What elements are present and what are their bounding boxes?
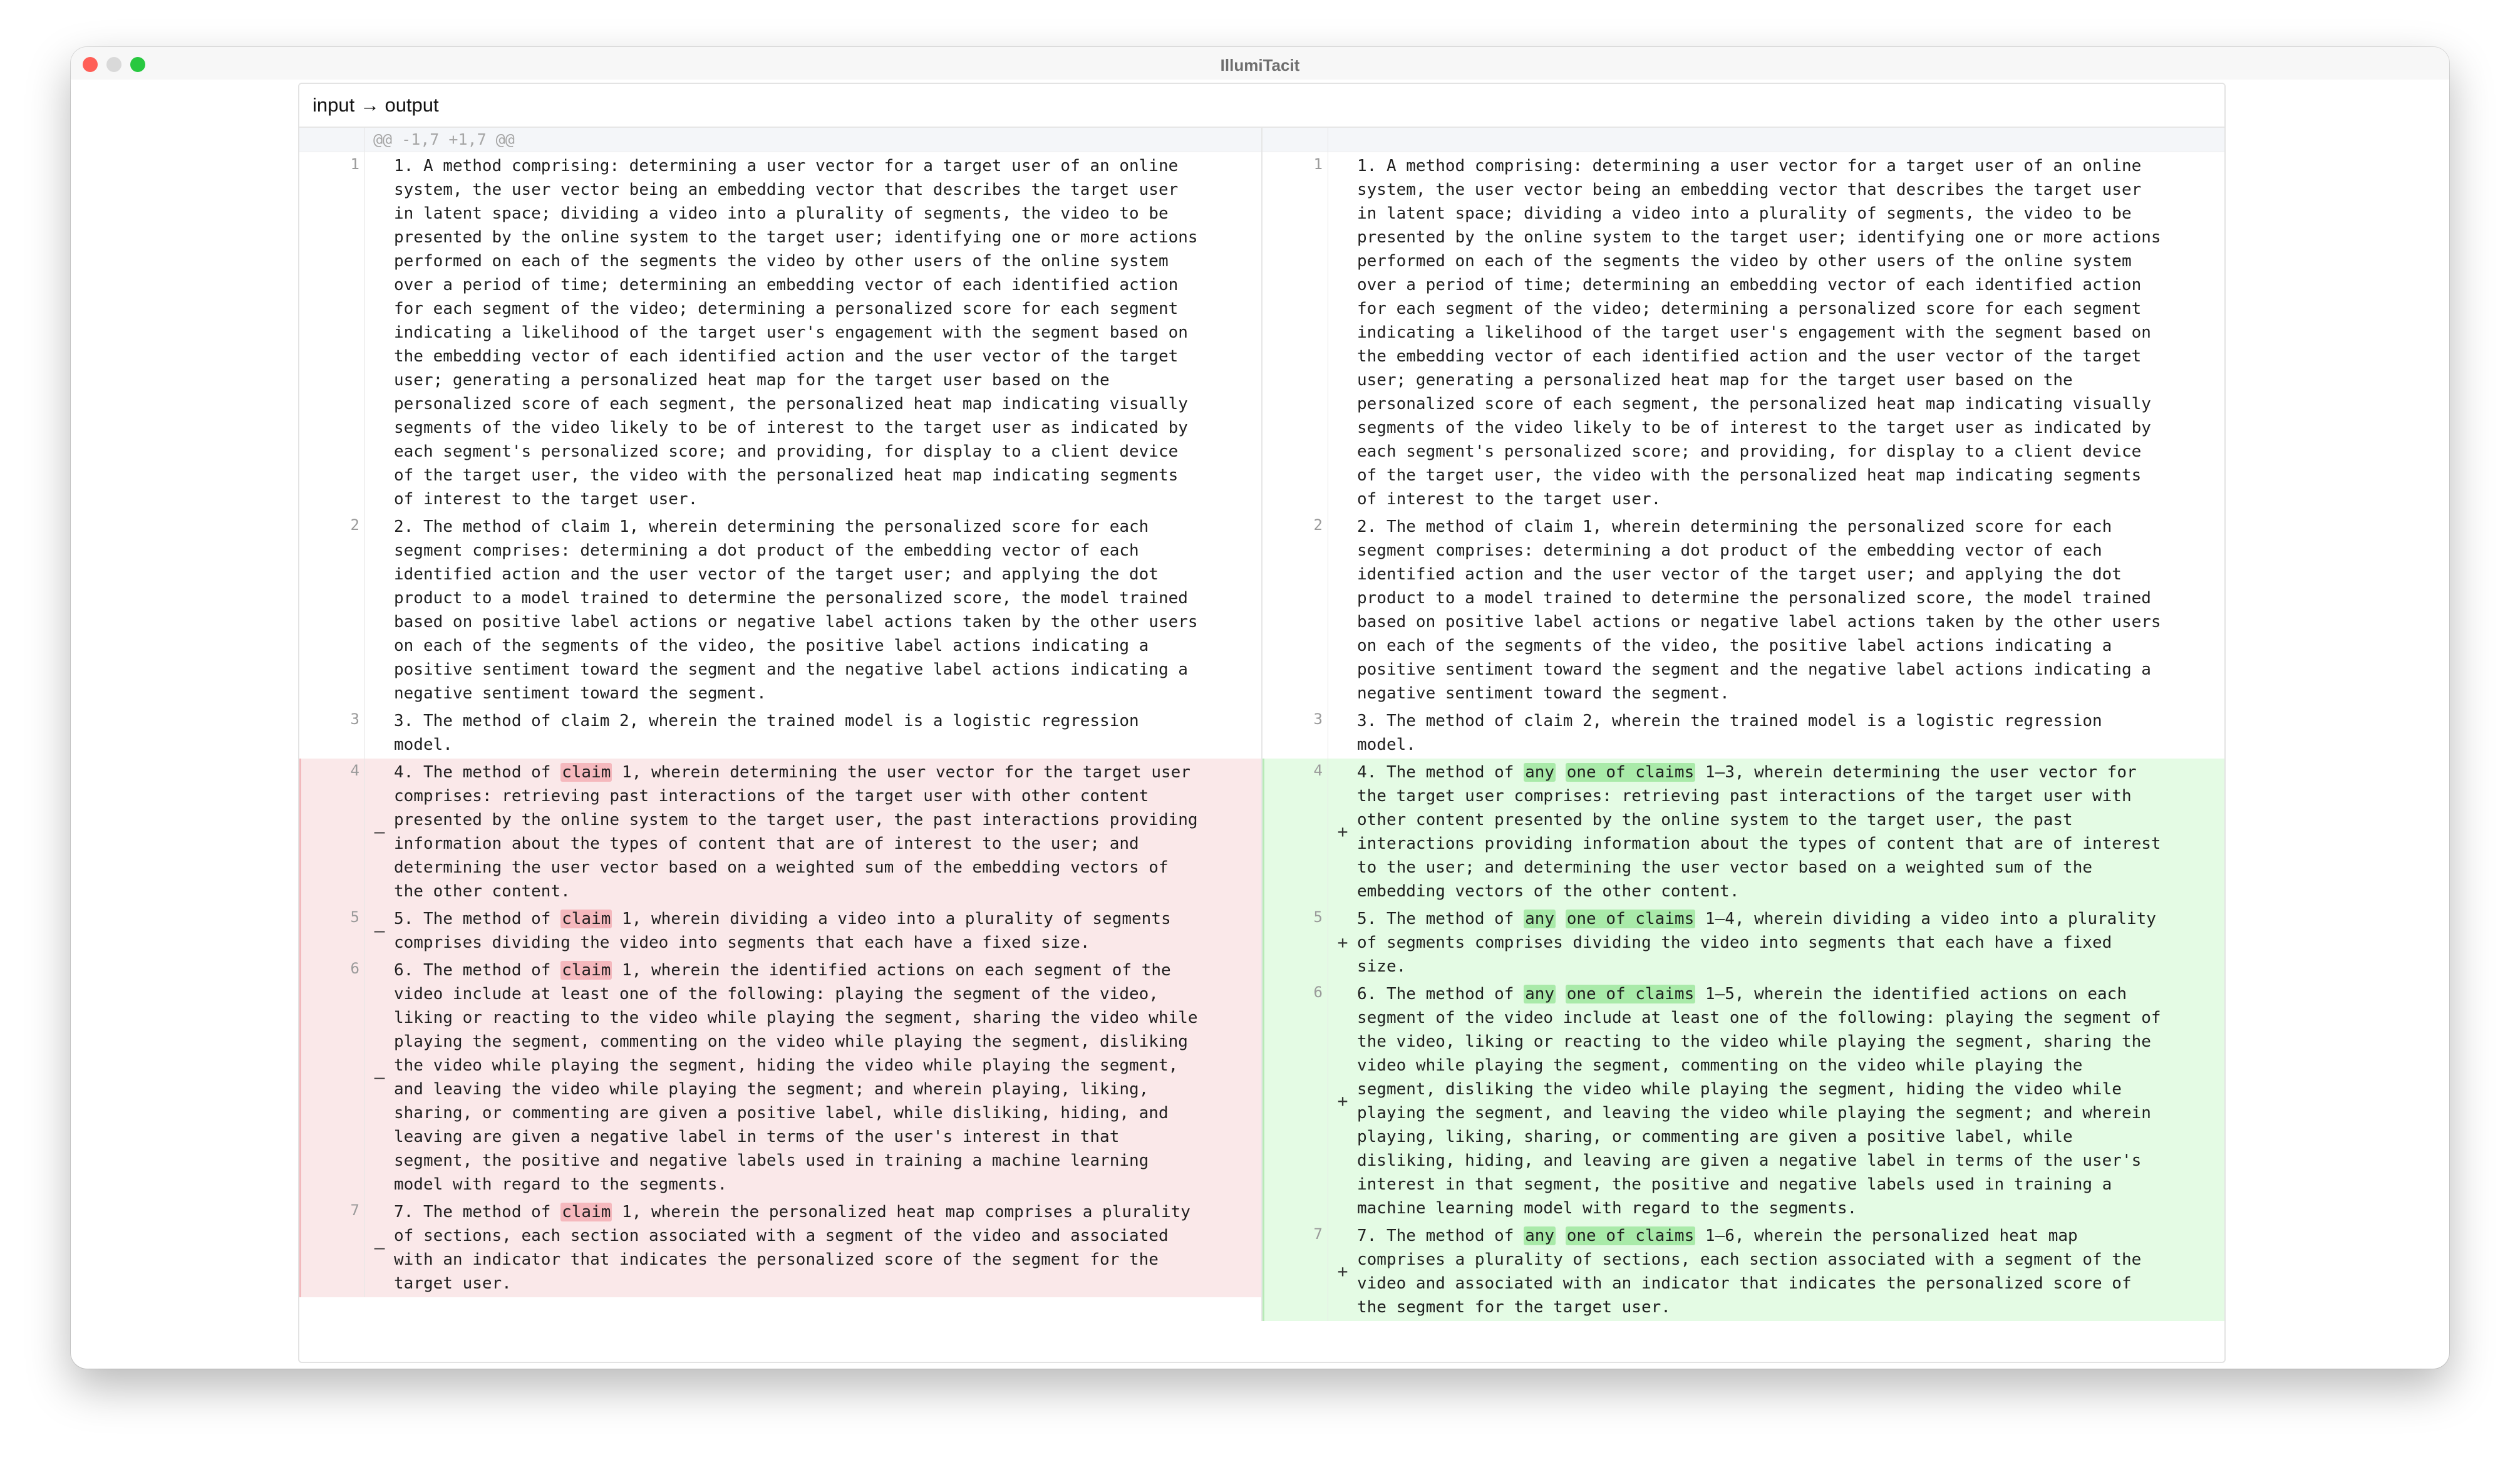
added-line[interactable]	[1263, 980, 2224, 1222]
added-word: any	[1525, 763, 1555, 782]
line-number: 2	[299, 513, 365, 707]
line-text: 3. The method of claim 2, wherein the trained model is a logistic regression model.	[1357, 712, 2112, 754]
added-word: one of claims	[1566, 763, 1695, 782]
line-text: 4. The method of claim 1, wherein determining the user vector for the target user comprises: retrieving past interactions of the target user with other content presented by the online system to the target user, the past interactions providing information about the types of content that are of interest to the user; and determining the user vector based on a weighted sum of the embedding vectors of the other content.	[394, 763, 1208, 901]
added-word: one of claims	[1566, 985, 1695, 1003]
diff-line[interactable]	[1263, 152, 2224, 513]
window-title: IllumiTacit	[1220, 56, 1300, 75]
minus-marker: –	[374, 821, 385, 842]
line-number: 1	[1263, 152, 1328, 513]
line-marker	[1328, 152, 1357, 513]
line-text: 7. The method of any one of claims 1–6, wherein the personalized heat map comprises a plurality of sections, each section associated with a segment of the video and associated with an indicator that indicates the personalized score of the segment for the target user.	[1357, 1226, 2151, 1317]
deleted-word: claim	[562, 763, 611, 782]
title-bar	[71, 47, 2449, 80]
added-word: any	[1525, 910, 1555, 928]
hunk-header-text: @@ -1,7 +1,7 @@	[373, 130, 515, 148]
line-text: 2. The method of claim 1, wherein determining the personalized score for each segment comprises: determining a dot product of the embedding vector of each identified action and the user vector of the target user; and applying the dot product to a model trained to determine the personalized score, the model trained based on positive label actions or negative label actions taken by the other users on each of the segments of the video, the positive label actions indicating a positive sentiment toward the segment and the negative label actions indicating a negative sentiment toward the segment.	[394, 517, 1208, 703]
panel-title: input → output	[312, 94, 439, 116]
line-text: 4. The method of any one of claims 1–3, wherein determining the user vector for the target user comprises: retrieving past interactions of the target user with other content presented by the online system to the target user, the past interactions providing information about the types of content that are of interest to the user; and determining the user vector based on a weighted sum of the embedding vectors of the other content.	[1357, 763, 2171, 901]
line-number: 6	[299, 957, 365, 1198]
line-text: 1. A method comprising: determining a user vector for a target user of an online system, the user vector being an embedding vector that describes the target user in latent space; dividing a video into a plurality of segments, the video to be presented by the online system to the target user; identifying one or more actions performed on each of the segments the video by other users of the online system over a period of time; determining an embedding vector of each identified action for each segment of the video; determining a personalized score for each segment indicating a likelihood of the target user's engagement with the segment based on the embedding vector of each identified action and the user vector of the target user; generating a personalized heat map for the target user based on the personalized score of each segment, the personalized heat map indicating visually segments of the video likely to be of interest to the target user as indicated by each segment's personalized score; and providing, for display to a client device of the target user, the video with the personalized heat map indicating segments of interest to the target user.	[394, 157, 1208, 509]
plus-marker: +	[1337, 1091, 1348, 1111]
added-word: one of claims	[1566, 1226, 1695, 1245]
line-number: 5	[1263, 905, 1328, 980]
line-marker	[365, 152, 394, 513]
added-word: one of claims	[1566, 910, 1695, 928]
diff-line[interactable]	[1263, 513, 2224, 707]
added-line[interactable]	[1263, 905, 2224, 980]
added-line[interactable]	[1263, 759, 2224, 905]
line-text: 6. The method of claim 1, wherein the identified actions on each segment of the video include at least one of the following: playing the segment of the video, liking or reacting to the video while playing the segment, sharing the video while playing the segment, commenting on the video while playing the segment, disliking the video while playing the segment, hiding the video while playing the segment, and leaving the video while playing the segment; and wherein playing, liking, sharing, or commenting are given a positive label, while disliking, hiding, and leaving are given a negative label in terms of the user's interest in that segment, the positive and negative labels used in training a machine learning model with regard to the segments.	[394, 961, 1208, 1194]
diff-panel	[298, 83, 2226, 1363]
hunk-header	[299, 128, 1261, 152]
line-marker	[1328, 513, 1357, 707]
deleted-line[interactable]	[299, 759, 1261, 905]
deleted-line[interactable]	[299, 957, 1261, 1198]
deleted-line[interactable]	[299, 1198, 1261, 1297]
line-number: 5	[299, 905, 365, 957]
line-text: 3. The method of claim 2, wherein the trained model is a logistic regression model.	[394, 712, 1149, 754]
diff-line[interactable]	[299, 152, 1261, 513]
line-number: 7	[299, 1198, 365, 1297]
minus-marker: –	[374, 1067, 385, 1087]
line-marker	[365, 707, 394, 759]
minus-marker: –	[374, 1237, 385, 1258]
added-word: any	[1525, 1226, 1555, 1245]
diff-line[interactable]	[1263, 707, 2224, 759]
line-number: 3	[299, 707, 365, 759]
line-text: 1. A method comprising: determining a user vector for a target user of an online system, the user vector being an embedding vector that describes the target user in latent space; dividing a video into a plurality of segments, the video to be presented by the online system to the target user; identifying one or more actions performed on each of the segments the video by other users of the online system over a period of time; determining an embedding vector of each identified action for each segment of the video; determining a personalized score for each segment indicating a likelihood of the target user's engagement with the segment based on the embedding vector of each identified action and the user vector of the target user; generating a personalized heat map for the target user based on the personalized score of each segment, the personalized heat map indicating visually segments of the video likely to be of interest to the target user as indicated by each segment's personalized score; and providing, for display to a client device of the target user, the video with the personalized heat map indicating segments of interest to the target user.	[1357, 157, 2171, 509]
line-number: 4	[1263, 759, 1328, 905]
line-text: 6. The method of any one of claims 1–5, wherein the identified actions on each segment of the video include at least one of the following: playing the segment of the video, liking or reacting to the video while playing the segment, sharing the video while playing the segment, commenting on the video while playing the segment, disliking the video while playing the segment, hiding the video while playing the segment, and leaving the video while playing the segment; and wherein playing, liking, sharing, or commenting are given a positive label, while disliking, hiding, and leaving are given a negative label in terms of the user's interest in that segment, the positive and negative labels used in training a machine learning model with regard to the segments.	[1357, 985, 2171, 1218]
added-word: any	[1525, 985, 1555, 1003]
diff-line[interactable]	[299, 707, 1261, 759]
line-number: 2	[1263, 513, 1328, 707]
deleted-word: claim	[562, 910, 611, 928]
line-text: 5. The method of any one of claims 1–4, wherein dividing a video into a plurality of segments comprises dividing the video into segments that each have a fixed size.	[1357, 910, 2166, 976]
minus-marker: –	[374, 920, 385, 941]
line-number: 3	[1263, 707, 1328, 759]
line-marker	[365, 513, 394, 707]
diff-left-column	[299, 128, 1261, 1297]
plus-marker: +	[1337, 821, 1348, 842]
deleted-line[interactable]	[299, 905, 1261, 957]
added-line[interactable]	[1263, 1222, 2224, 1321]
line-number: 6	[1263, 980, 1328, 1222]
panel-header	[299, 84, 2224, 128]
hunk-header-right	[1263, 128, 2224, 152]
app-window	[71, 47, 2449, 1369]
plus-marker: +	[1337, 932, 1348, 953]
line-text: 5. The method of claim 1, wherein dividing a video into a plurality of segments comprises dividing the video into segments that each have a fixed size.	[394, 910, 1181, 952]
diff-line[interactable]	[299, 513, 1261, 707]
line-number: 7	[1263, 1222, 1328, 1321]
line-number: 1	[299, 152, 365, 513]
diff-right-column	[1261, 128, 2224, 1321]
deleted-word: claim	[562, 961, 611, 980]
deleted-word: claim	[562, 1203, 611, 1221]
line-marker	[1328, 707, 1357, 759]
plus-marker: +	[1337, 1261, 1348, 1282]
line-text: 7. The method of claim 1, wherein the personalized heat map comprises a plurality of sections, each section associated with a segment of the video and associated with an indicator that indicates the personalized score of the segment for the target user.	[394, 1203, 1201, 1293]
line-number: 4	[299, 759, 365, 905]
line-text: 2. The method of claim 1, wherein determining the personalized score for each segment comprises: determining a dot product of the embedding vector of each identified action and the user vector of the target user; and applying the dot product to a model trained to determine the personalized score, the model trained based on positive label actions or negative label actions taken by the other users on each of the segments of the video, the positive label actions indicating a positive sentiment toward the segment and the negative label actions indicating a negative sentiment toward the segment.	[1357, 517, 2171, 703]
